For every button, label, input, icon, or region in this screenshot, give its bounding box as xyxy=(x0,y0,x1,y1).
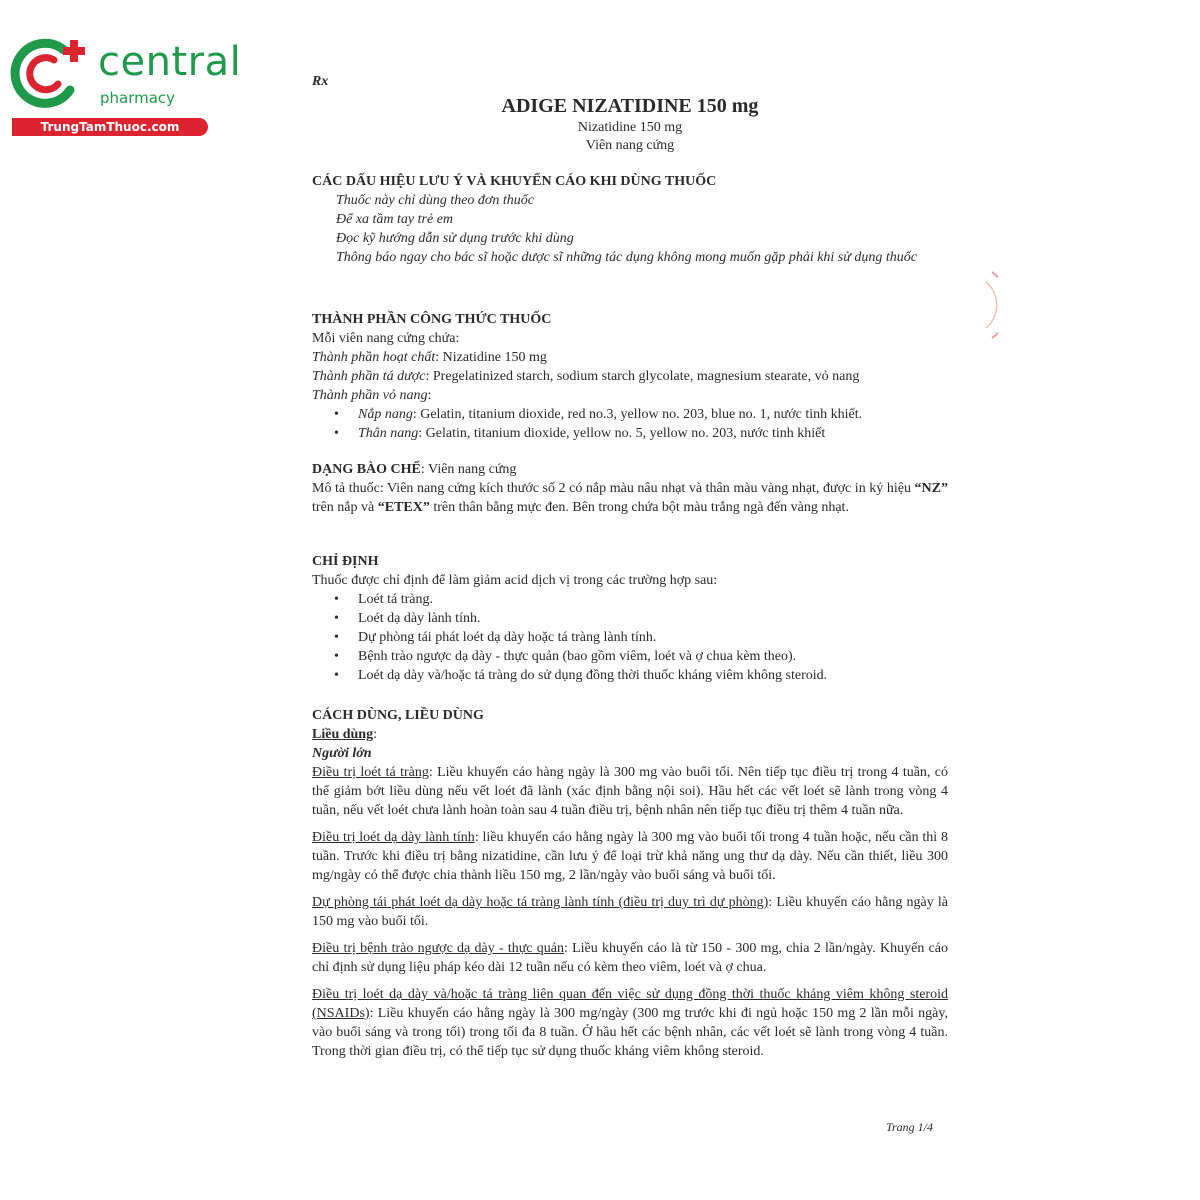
excipient-row xyxy=(312,367,948,386)
logo-mark-icon xyxy=(10,36,92,112)
dose-paragraph xyxy=(312,939,948,977)
paragraph-text: : Liều khuyến cáo hàng ngày là 300 mg vào buổi tối. Nên tiếp tục điều trị trong 4 tuần, có thể giảm bớt liều dùng nếu vết loét đã lành (xác định bằng nội soi). Hầu hết các vết loét sẽ lành trong vòng 4 tuần, nếu vết loét chưa lành hoàn toàn sau 4 tuần điều trị, bệnh nhân nên tiếp tục điều trị thêm 4 tuần nữa. xyxy=(312,765,948,818)
excipient-label: Thành phần tá dược xyxy=(312,369,426,384)
dose-paragraph xyxy=(312,763,948,820)
logo-name: central xyxy=(98,39,242,85)
rx-mark: Rx xyxy=(312,74,329,89)
dosage-form-value: : Viên nang cứng xyxy=(420,462,517,477)
dose-label: Liều dùng xyxy=(312,727,374,742)
section-warnings xyxy=(312,172,948,267)
active-value: : Nizatidine 150 mg xyxy=(435,350,547,365)
list-item: • Loét tá tràng. xyxy=(358,590,948,609)
section-composition xyxy=(312,310,948,443)
section-indication xyxy=(312,552,948,685)
paragraph-label: Điều trị bệnh trào ngược dạ dày - thực quản xyxy=(312,941,564,956)
dose-paragraph xyxy=(312,985,948,1061)
paragraph-label: Điều trị loét dạ dày lành tính xyxy=(312,830,475,845)
dosage-description xyxy=(312,479,948,517)
active-ingredient-row xyxy=(312,348,948,367)
desc-text: trên nắp và xyxy=(312,500,378,515)
desc-text: Mô tả thuốc: Viên nang cứng kích thước số 2 có nắp màu nâu nhạt và thân màu vàng nhạt, được in ký hiệu xyxy=(312,481,915,496)
section-usage xyxy=(312,706,948,1061)
shell-item-value: : Gelatin, titanium dioxide, red no.3, yellow no. 203, blue no. 1, nước tinh khiết. xyxy=(412,407,863,422)
warning-line: Thuốc này chỉ dùng theo đơn thuốc xyxy=(336,193,534,208)
list-item xyxy=(358,424,948,443)
active-label: Thành phần hoạt chất xyxy=(312,350,436,365)
dose-colon: : xyxy=(373,727,377,742)
logo-subtitle: pharmacy xyxy=(100,89,176,107)
dose-paragraph xyxy=(312,828,948,885)
shell-item-value: : Gelatin, titanium dioxide, yellow no. 5, yellow no. 203, nước tinh khiết xyxy=(418,426,826,441)
paragraph-label: Điều trị loét tá tràng xyxy=(312,765,429,780)
list-item xyxy=(358,405,948,424)
shell-item-label: Thân nang xyxy=(358,426,419,441)
warning-line: Thông báo ngay cho bác sĩ hoặc dược sĩ những tác dụng không mong muốn gặp phải khi sử dụng thuốc xyxy=(336,250,917,265)
paragraph-text: : Liều khuyến cáo hằng ngày là 150 mg vào buổi tối. xyxy=(312,895,949,929)
document-title: ADIGE NIZATIDINE 150 mg xyxy=(501,95,759,117)
warning-line: Đọc kỹ hướng dẫn sử dụng trước khi dùng xyxy=(336,231,574,246)
document-subtitle-strength: Nizatidine 150 mg xyxy=(577,120,683,135)
shell-label: Thành phần vỏ nang xyxy=(312,388,428,403)
list-item: • Loét dạ dày lành tính. xyxy=(358,609,948,628)
section-heading: CÁC DẤU HIỆU LƯU Ý VÀ KHUYẾN CÁO KHI DÙNG THUỐC xyxy=(312,174,717,189)
shell-row xyxy=(312,386,948,405)
imprint-nz: “NZ” xyxy=(914,481,948,496)
section-dosage-form xyxy=(312,460,948,517)
paragraph-label: Điều trị loét dạ dày và/hoặc tá tràng liên quan đến việc sử dụng đồng thời thuốc kháng viêm không steroid (NSAIDs) xyxy=(312,987,948,1021)
section-heading: CÁCH DÙNG, LIỀU DÙNG xyxy=(312,708,484,723)
excipient-value: : Pregelatinized starch, sodium starch glycolate, magnesium stearate, vỏ nang xyxy=(425,369,860,384)
section-heading: THÀNH PHẦN CÔNG THỨC THUỐC xyxy=(312,312,552,327)
section-heading: CHỈ ĐỊNH xyxy=(312,554,379,569)
shell-list xyxy=(312,405,948,443)
composition-intro: Mỗi viên nang cứng chứa: xyxy=(312,331,460,346)
brand-logo xyxy=(10,32,242,137)
indication-intro: Thuốc được chỉ định để làm giảm acid dịch vị trong các trường hợp sau: xyxy=(312,573,718,588)
shell-colon: : xyxy=(427,388,432,403)
indication-list xyxy=(312,590,948,685)
logo-url-banner: TrungTamThuoc.com xyxy=(12,118,208,136)
imprint-etex: “ETEX” xyxy=(377,500,430,515)
dose-paragraph xyxy=(312,893,948,931)
document-subtitle-form: Viên nang cứng xyxy=(585,138,675,153)
paragraph-text: : Liều khuyến cáo hằng ngày là 300 mg/ngày (300 mg trước khi đi ngủ hoặc 150 mg 2 lần mỗi ngày, vào buổi sáng và trong tối) trong tối đa 8 tuần. Ở hầu hết các bệnh nhân, các vết loét sẽ lành trong vòng 4 tuần. Trong thời gian điều trị, có thể tiếp tục sử dụng thuốc kháng viêm không steroid. xyxy=(312,1006,948,1059)
page-number: Trang 1/4 xyxy=(886,1120,934,1134)
shell-item-label: Nắp nang xyxy=(358,407,413,422)
stamp-edge-icon xyxy=(976,270,998,340)
paragraph-text: : Liều khuyến cáo là từ 150 - 300 mg, chia 2 lần/ngày. Khuyến cáo chỉ định sử dụng liệu pháp kéo dài 12 tuần nếu có kèm theo viêm, loét và ợ chua. xyxy=(312,941,948,975)
warning-line: Để xa tầm tay trẻ em xyxy=(336,212,454,227)
paragraph-text: : liều khuyến cáo hằng ngày là 300 mg vào buổi tối trong 4 tuần hoặc, nếu cần thì 8 tuần. Trước khi điều trị bằng nizatidine, cần lưu ý để loại trừ khả năng ung thư dạ dày. Nếu cần thiết, liều 300 mg/ngày có thể được chia thành liều 150 mg, 2 lần/ngày vào buổi sáng và buổi tối. xyxy=(312,830,948,883)
list-item: • Dự phòng tái phát loét dạ dày hoặc tá tràng lành tính. xyxy=(358,628,948,647)
paragraph-label: Dự phòng tái phát loét dạ dày hoặc tá tràng lành tính (điều trị duy trì dự phòng) xyxy=(312,895,769,910)
section-heading: DẠNG BÀO CHẾ xyxy=(312,462,421,477)
list-item: • Bệnh trào ngược dạ dày - thực quản (bao gồm viêm, loét và ợ chua kèm theo). xyxy=(358,647,948,666)
adult-label: Người lớn xyxy=(312,746,372,761)
list-item: • Loét dạ dày và/hoặc tá tràng do sử dụng đồng thời thuốc kháng viêm không steroid. xyxy=(358,666,948,685)
desc-text: trên thân bằng mực đen. Bên trong chứa bột màu trắng ngà đến vàng nhạt. xyxy=(429,500,849,515)
